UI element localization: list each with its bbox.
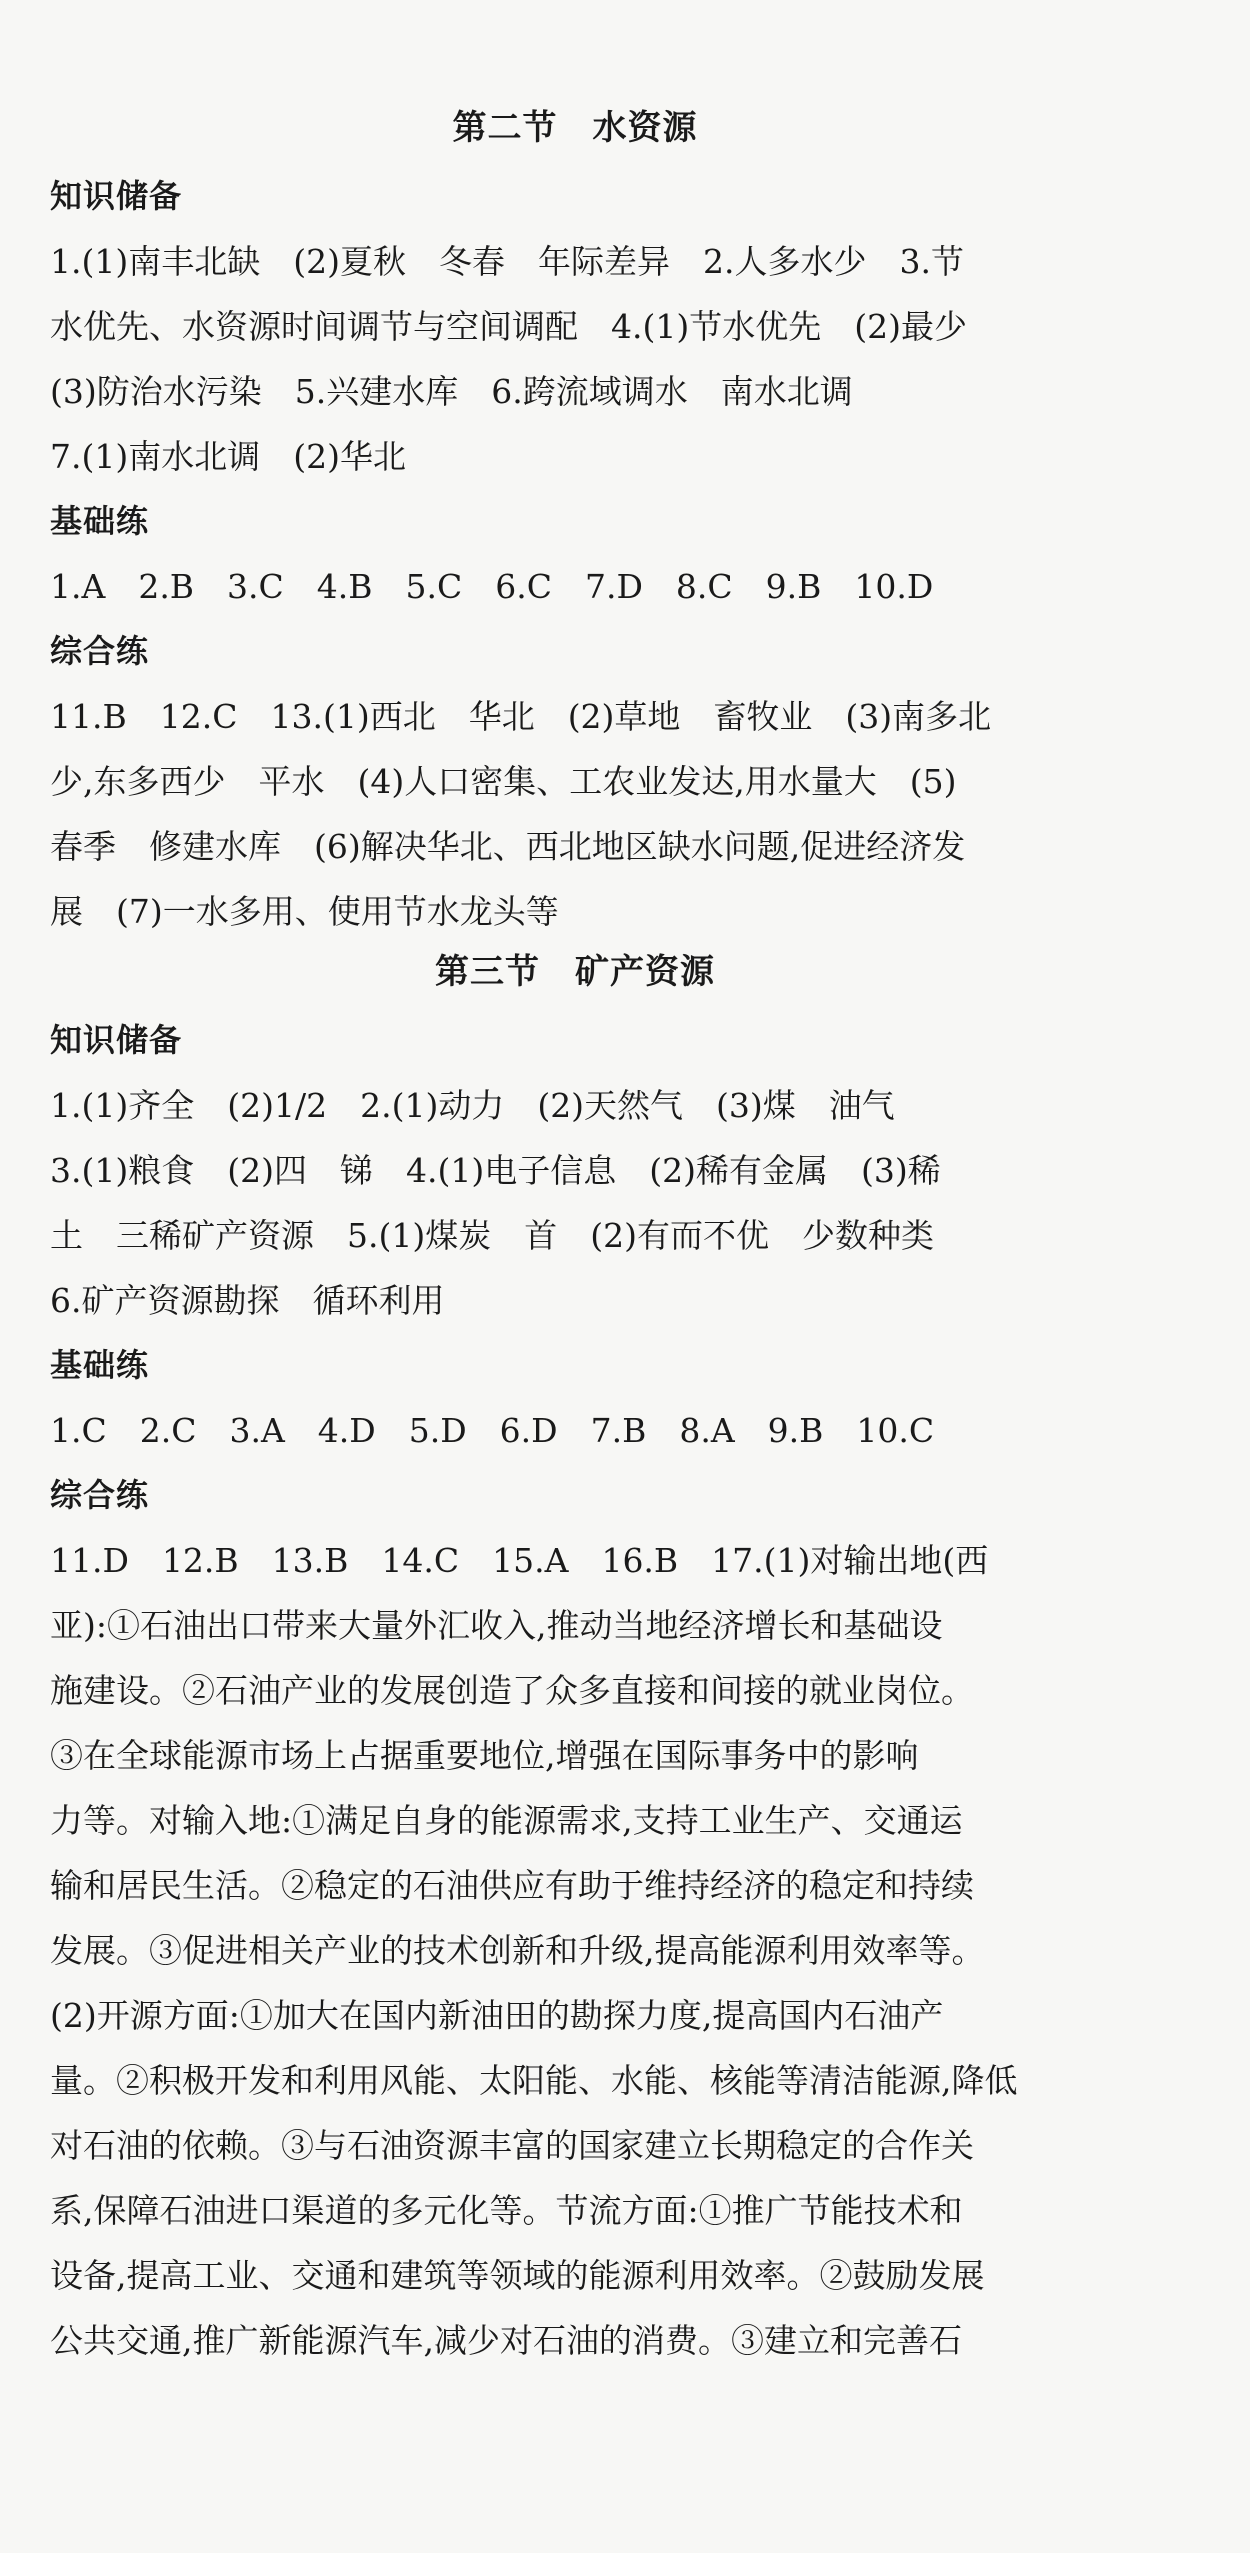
answer-line: 力等。对输入地:①满足自身的能源需求,支持工业生产、交通运 [50, 1801, 963, 1840]
section-title: 第二节 水资源 [452, 108, 698, 148]
answer-line: 土 三稀矿产资源 5.(1)煤炭 首 (2)有而不优 少数种类 [50, 1216, 934, 1255]
answer-line: 对石油的依赖。③与石油资源丰富的国家建立长期稳定的合作关 [50, 2126, 974, 2165]
basic-practice-heading: 基础练 [50, 1346, 150, 1384]
answer-line: 输和居民生活。②稳定的石油供应有助于维持经济的稳定和持续 [50, 1866, 974, 1905]
answer-line: 3.(1)粮食 (2)四 锑 4.(1)电子信息 (2)稀有金属 (3)稀 [50, 1151, 941, 1190]
answer-line: 设备,提高工业、交通和建筑等领域的能源利用效率。②鼓励发展 [50, 2256, 985, 2295]
answer-line: 11.D 12.B 13.B 14.C 15.A 16.B 17.(1)对输出地(西 [50, 1541, 989, 1580]
answer-line: 春季 修建水库 (6)解决华北、西北地区缺水问题,促进经济发 [50, 827, 966, 866]
knowledge-heading: 知识储备 [50, 1021, 183, 1059]
answer-line: (2)开源方面:①加大在国内新油田的勘探力度,提高国内石油产 [50, 1996, 944, 2035]
answer-line: 1.A 2.B 3.C 4.B 5.C 6.C 7.D 8.C 9.B 10.D [50, 567, 934, 606]
answer-line: 量。②积极开发和利用风能、太阳能、水能、核能等清洁能源,降低 [50, 2061, 1018, 2100]
basic-practice-heading: 基础练 [50, 502, 150, 540]
answer-line: 1.C 2.C 3.A 4.D 5.D 6.D 7.B 8.A 9.B 10.C [50, 1411, 935, 1450]
answer-line: 水优先、水资源时间调节与空间调配 4.(1)节水优先 (2)最少 [50, 307, 967, 346]
answer-line: 6.矿产资源勘探 循环利用 [50, 1281, 445, 1320]
answer-line: 11.B 12.C 13.(1)西北 华北 (2)草地 畜牧业 (3)南多北 [50, 697, 992, 736]
answer-line: 展 (7)一水多用、使用节水龙头等 [50, 892, 559, 931]
answer-line: 施建设。②石油产业的发展创造了众多直接和间接的就业岗位。 [50, 1671, 974, 1710]
answer-line: 发展。③促进相关产业的技术创新和升级,提高能源利用效率等。 [50, 1931, 985, 1970]
answer-line: 少,东多西少 平水 (4)人口密集、工农业发达,用水量大 (5) [50, 762, 957, 801]
section-mineral-resources [50, 944, 1100, 2373]
section-title: 第三节 矿产资源 [435, 952, 715, 992]
answer-line: (3)防治水污染 5.兴建水库 6.跨流域调水 南水北调 [50, 372, 853, 411]
comprehensive-practice-heading: 综合练 [50, 632, 150, 670]
comprehensive-practice-heading: 综合练 [50, 1476, 150, 1514]
answer-line: 1.(1)齐全 (2)1/2 2.(1)动力 (2)天然气 (3)煤 油气 [50, 1086, 895, 1125]
answer-line: ③在全球能源市场上占据重要地位,增强在国际事务中的影响 [50, 1736, 919, 1775]
answer-line: 公共交通,推广新能源汽车,减少对石油的消费。③建立和完善石 [50, 2321, 962, 2360]
section-water-resources [50, 100, 1100, 944]
answer-line: 7.(1)南水北调 (2)华北 [50, 437, 406, 476]
answer-line: 系,保障石油进口渠道的多元化等。节流方面:①推广节能技术和 [50, 2191, 963, 2230]
answer-page [50, 100, 1100, 2373]
answer-line: 亚):①石油出口带来大量外汇收入,推动当地经济增长和基础设 [50, 1606, 943, 1645]
knowledge-heading: 知识储备 [50, 177, 183, 215]
answer-line: 1.(1)南丰北缺 (2)夏秋 冬春 年际差异 2.人多水少 3.节 [50, 242, 964, 281]
